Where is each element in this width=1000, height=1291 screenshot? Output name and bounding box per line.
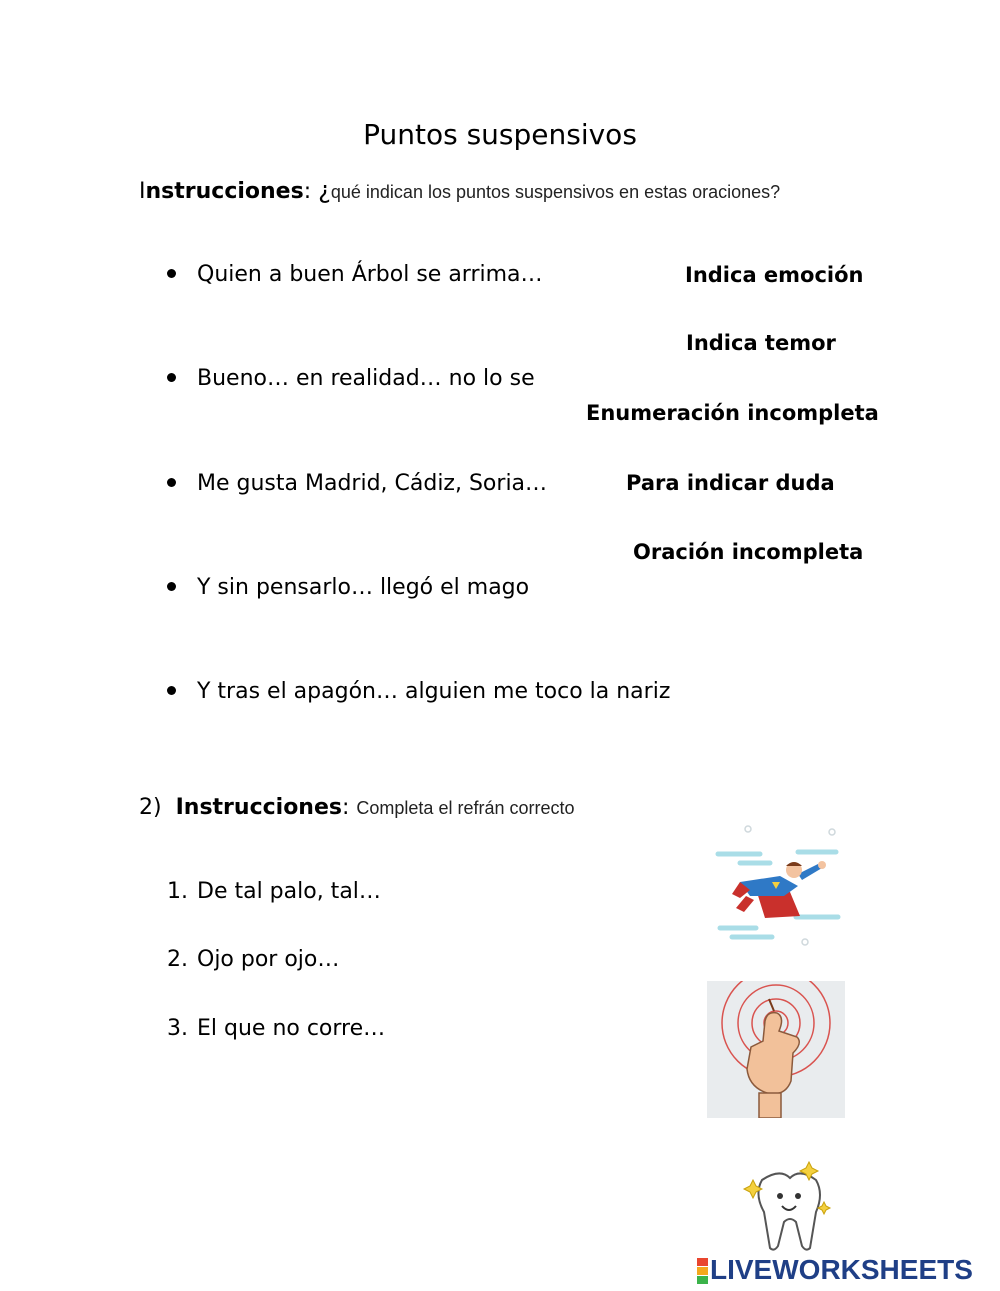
proverb-number: 2. xyxy=(167,947,188,972)
instructions-1 xyxy=(139,176,780,204)
tooth-mascot-image xyxy=(740,1160,836,1256)
option-indica-emocion[interactable]: Indica emoción xyxy=(685,263,864,287)
proverb-item xyxy=(167,947,339,972)
sentence-item xyxy=(167,262,543,287)
flying-superhero-image[interactable] xyxy=(710,824,846,946)
bullet-icon xyxy=(167,582,176,591)
bullet-icon xyxy=(167,686,176,695)
bullet-icon xyxy=(167,373,176,382)
proverb-number: 3. xyxy=(167,1016,188,1041)
instructions-1-initial: I xyxy=(139,179,146,204)
proverb-text: De tal palo, tal… xyxy=(197,879,381,904)
logo-text: LIVEWORKSHEETS xyxy=(710,1254,973,1285)
instructions-2-colon: : xyxy=(341,795,350,820)
logo-tiles-icon xyxy=(697,1258,708,1285)
bullet-icon xyxy=(167,478,176,487)
proverb-item xyxy=(167,879,381,904)
instructions-1-text: qué indican los puntos suspensivos en estas oraciones? xyxy=(330,182,781,202)
instructions-2-number: 2) xyxy=(139,795,162,820)
sentence-text: Quien a buen Árbol se arrima… xyxy=(197,262,543,287)
instructions-1-colon: : xyxy=(303,179,312,204)
option-indica-temor[interactable]: Indica temor xyxy=(686,331,836,355)
sentence-text: Me gusta Madrid, Cádiz, Soria… xyxy=(197,471,548,496)
instructions-1-label: nstrucciones xyxy=(145,179,304,204)
sentence-text: Y tras el apagón… alguien me toco la nariz xyxy=(197,679,671,704)
proverb-number: 1. xyxy=(167,879,188,904)
tooth-icon xyxy=(758,1173,820,1249)
instructions-2 xyxy=(139,795,575,820)
sentence-text: Y sin pensarlo… llegó el mago xyxy=(197,575,530,600)
page-title: Puntos suspensivos xyxy=(363,118,637,151)
option-enumeracion-incompleta[interactable]: Enumeración incompleta xyxy=(586,401,879,425)
sentence-text: Bueno… en realidad… no lo se xyxy=(197,366,535,391)
option-oracion-incompleta[interactable]: Oración incompleta xyxy=(633,540,864,564)
bullet-icon xyxy=(167,269,176,278)
sentence-item xyxy=(167,679,670,704)
instructions-2-label: Instrucciones xyxy=(175,795,342,820)
option-para-indicar-duda[interactable]: Para indicar duda xyxy=(626,471,835,495)
hand-target-image[interactable] xyxy=(707,981,845,1118)
liveworksheets-logo xyxy=(697,1254,973,1286)
proverb-item xyxy=(167,1016,385,1041)
sentence-item xyxy=(167,575,529,600)
sentence-item xyxy=(167,366,535,391)
proverb-text: El que no corre… xyxy=(197,1016,386,1041)
sentence-item xyxy=(167,471,547,496)
proverb-text: Ojo por ojo… xyxy=(197,947,340,972)
instructions-2-text: Completa el refrán correcto xyxy=(356,798,575,818)
inverted-question-mark: ¿ xyxy=(318,176,331,204)
